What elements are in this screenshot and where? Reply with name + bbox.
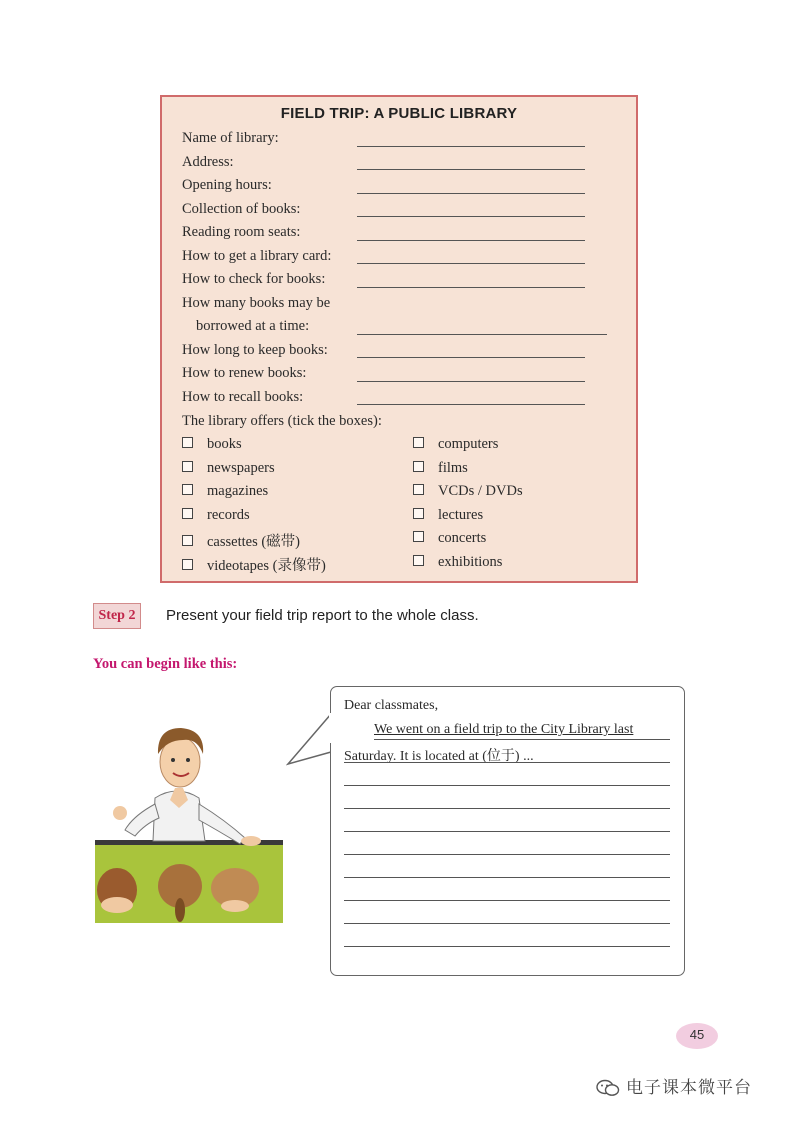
answer-line-borrowed[interactable] — [357, 334, 607, 335]
writing-line[interactable] — [344, 785, 670, 786]
field-label-how-many: How many books may be — [182, 295, 331, 311]
checkbox-label: concerts — [438, 530, 487, 546]
writing-line[interactable] — [344, 900, 670, 901]
checkbox-icon[interactable] — [413, 437, 424, 448]
checkbox-icon[interactable] — [182, 484, 193, 495]
checkbox-icon[interactable] — [182, 535, 193, 546]
offers-label: The library offers (tick the boxes): — [182, 413, 382, 429]
form-title: FIELD TRIP: A PUBLIC LIBRARY — [280, 105, 518, 122]
writing-line[interactable] — [344, 831, 670, 832]
checkbox-icon[interactable] — [182, 461, 193, 472]
field-label-opening-hours: Opening hours: — [182, 177, 272, 193]
checkbox-icon[interactable] — [413, 531, 424, 542]
answer-line-opening-hours[interactable] — [357, 193, 585, 194]
answer-line-check-books[interactable] — [357, 287, 585, 288]
wechat-icon — [596, 1079, 620, 1097]
checkbox-icon[interactable] — [182, 559, 193, 570]
checkbox-label: cassettes (磁带) — [207, 534, 301, 550]
checkbox-label: records — [207, 507, 250, 523]
checkbox-exhibitions[interactable] — [413, 554, 502, 571]
teacher-students-illustration — [95, 720, 285, 930]
checkbox-computers[interactable] — [413, 436, 498, 453]
answer-line-recall[interactable] — [357, 404, 585, 405]
checkbox-label: newspapers — [207, 460, 275, 476]
checkbox-icon[interactable] — [413, 461, 424, 472]
writing-line[interactable] — [344, 854, 670, 855]
field-label-seats: Reading room seats: — [182, 224, 301, 240]
checkbox-icon[interactable] — [413, 508, 424, 519]
checkbox-label: lectures — [438, 507, 484, 523]
checkbox-icon[interactable] — [182, 437, 193, 448]
answer-line-renew[interactable] — [357, 381, 585, 382]
writing-line[interactable] — [344, 762, 670, 763]
checkbox-label: computers — [438, 436, 499, 452]
checkbox-cassettes[interactable] — [182, 530, 300, 551]
step-instruction: Present your field trip report to the whole class. — [166, 607, 479, 624]
page-number: 45 — [676, 1023, 718, 1049]
checkbox-vcds-dvds[interactable] — [413, 483, 523, 500]
checkbox-label: books — [207, 436, 242, 452]
answer-line-collection[interactable] — [357, 216, 585, 217]
field-label-address: Address: — [182, 154, 234, 170]
begin-label: You can begin like this: — [93, 656, 238, 672]
answer-line-library-card[interactable] — [357, 263, 585, 264]
checkbox-films[interactable] — [413, 460, 468, 477]
answer-line-seats[interactable] — [357, 240, 585, 241]
checkbox-label: magazines — [207, 483, 269, 499]
answer-line-keep-books[interactable] — [357, 357, 585, 358]
letter-line-2: Saturday. It is located at (位于) ... — [344, 749, 534, 764]
field-label-renew: How to renew books: — [182, 365, 307, 381]
watermark-text: 电子课本微平台 — [626, 1078, 752, 1098]
letter-greeting: Dear classmates, — [344, 698, 439, 713]
answer-line-address[interactable] — [357, 169, 585, 170]
writing-line[interactable] — [344, 946, 670, 947]
letter-line-1: We went on a field trip to the City Library last — [374, 722, 634, 737]
writing-line[interactable] — [344, 923, 670, 924]
checkbox-magazines[interactable] — [182, 483, 268, 500]
field-label-recall: How to recall books: — [182, 389, 304, 405]
checkbox-icon[interactable] — [413, 555, 424, 566]
checkbox-icon[interactable] — [182, 508, 193, 519]
checkbox-books[interactable] — [182, 436, 242, 453]
writing-line[interactable] — [374, 739, 670, 740]
checkbox-label: films — [438, 460, 468, 476]
writing-line[interactable] — [344, 808, 670, 809]
answer-line-name[interactable] — [357, 146, 585, 147]
checkbox-label: exhibitions — [438, 554, 503, 570]
field-label-library-card: How to get a library card: — [182, 248, 332, 264]
checkbox-records[interactable] — [182, 507, 250, 524]
field-trip-form — [160, 95, 638, 583]
checkbox-concerts[interactable] — [413, 530, 486, 547]
checkbox-icon[interactable] — [413, 484, 424, 495]
writing-line[interactable] — [344, 877, 670, 878]
checkbox-lectures[interactable] — [413, 507, 483, 524]
checkbox-videotapes[interactable] — [182, 554, 326, 575]
field-label-check-books: How to check for books: — [182, 271, 326, 287]
checkbox-newspapers[interactable] — [182, 460, 275, 477]
field-label-keep-books: How long to keep books: — [182, 342, 328, 358]
field-label-borrowed: borrowed at a time: — [196, 318, 310, 334]
checkbox-label: VCDs / DVDs — [438, 483, 523, 499]
step-badge: Step 2 — [93, 603, 141, 629]
field-label-name: Name of library: — [182, 130, 279, 146]
checkbox-label: videotapes (录像带) — [207, 558, 326, 574]
field-label-collection: Collection of books: — [182, 201, 301, 217]
watermark — [596, 1073, 752, 1098]
